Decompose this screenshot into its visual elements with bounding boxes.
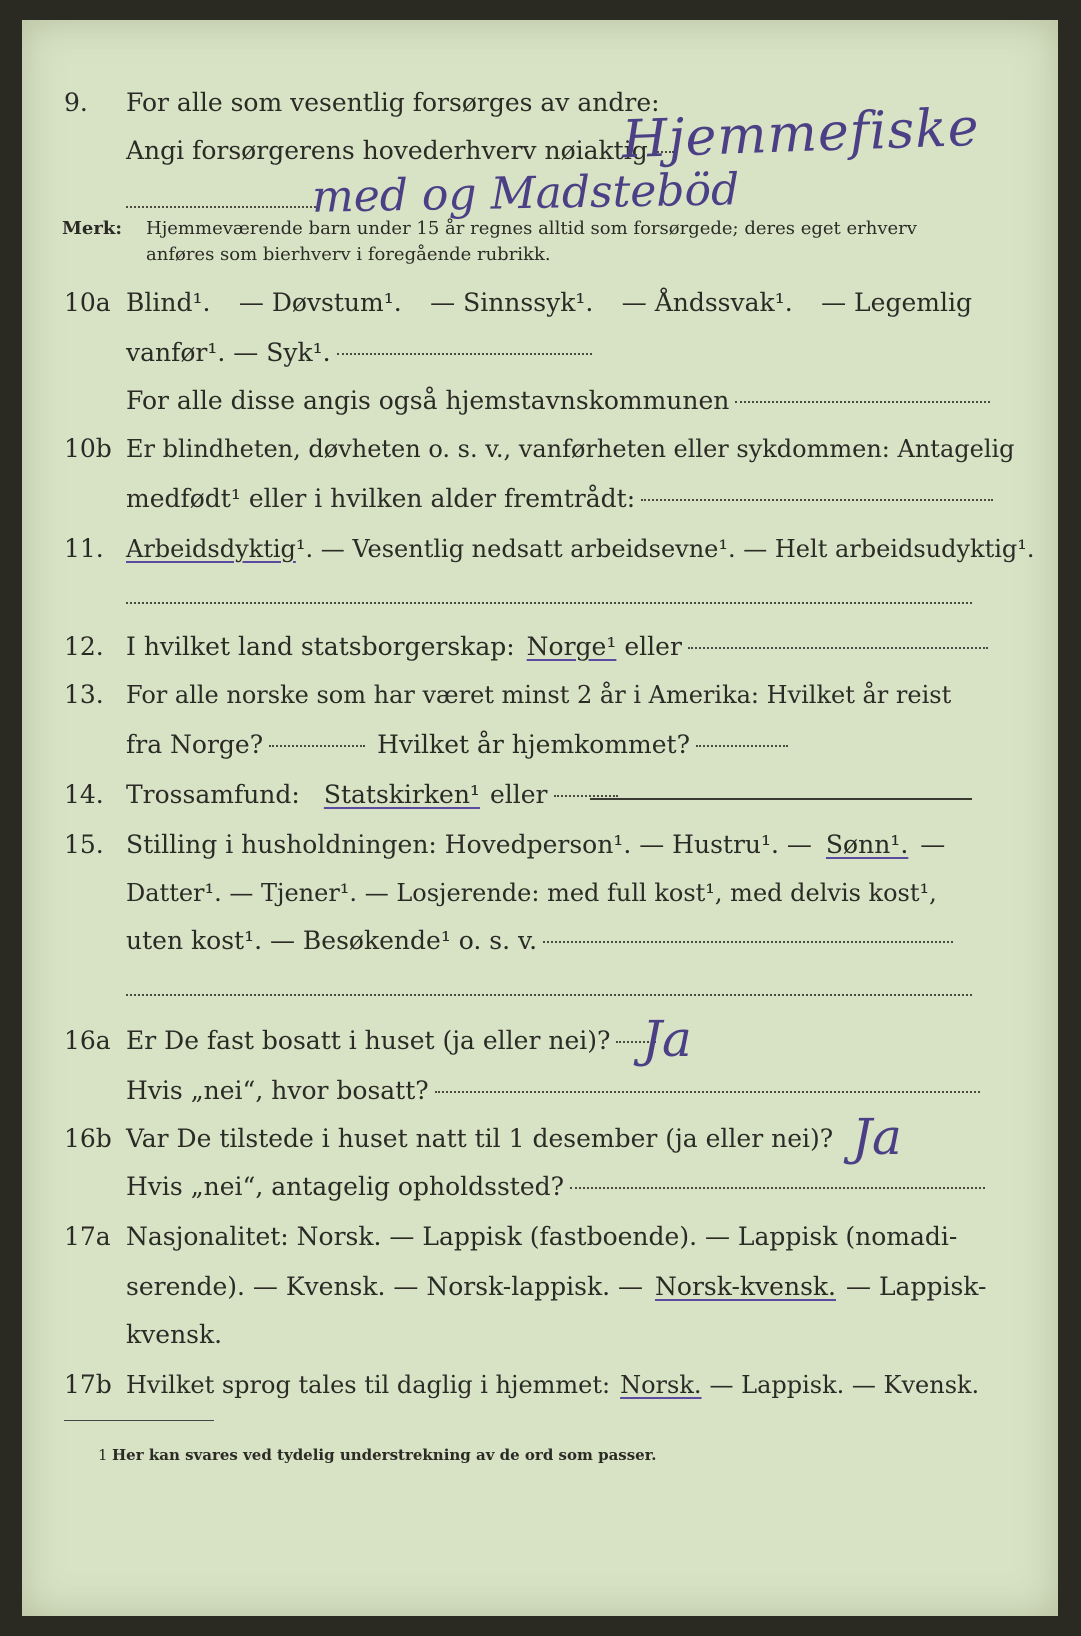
q9-handwritten-answer-1: Hjemmefiske [621, 97, 981, 171]
q9-text1: For alle som vesentlig forsørges av andre: [126, 88, 660, 117]
q17a-text1: Nasjonalitet: Norsk. — Lappisk (fastboende). — Lappisk (nomadi- [126, 1222, 958, 1251]
q17b-number: 17b [64, 1370, 112, 1399]
q13-number: 13. [64, 680, 104, 709]
q15-text1: Stilling i husholdningen: Hovedperson¹. — Hustru¹. — [126, 830, 812, 859]
q16a-fill-line-2 [435, 1090, 980, 1093]
q14-text: Trossamfund: [126, 780, 300, 809]
q15-blank-line [126, 994, 972, 996]
q12-fill-line [688, 646, 988, 649]
merk-text2: anføres som bierhverv i foregående rubrikk. [146, 244, 551, 265]
merk-label: Merk: [62, 218, 122, 239]
q14-eller: eller [489, 780, 548, 809]
q16a-handwritten-answer: Ja [642, 1010, 692, 1068]
footnote-rule [64, 1420, 214, 1421]
merk-text1: Hjemmeværende barn under 15 år regnes alltid som forsørgede; deres eget erhverv [146, 218, 917, 239]
q10b-text1: Er blindheten, døvheten o. s. v., vanførheten eller sykdommen: Antagelig [126, 435, 1015, 463]
q17b-selected-option: Norsk. [620, 1371, 702, 1399]
q12-eller: eller [624, 632, 682, 661]
q16b-handwritten-answer: Ja [852, 1108, 902, 1166]
q10a-fill-line-2 [735, 400, 990, 403]
q13-fill-line-2 [696, 744, 788, 747]
census-form-page [22, 20, 1058, 1616]
q13-text2b: Hvilket år hjemkommet? [377, 730, 691, 759]
q11-rest: ¹. — Vesentlig nedsatt arbeidsevne¹. — Helt arbeidsudyktig¹. [295, 535, 1035, 563]
q10a-number: 10a [64, 288, 111, 317]
q16a-text2: Hvis „nei“, hvor bosatt? [126, 1076, 429, 1105]
q12-number: 12. [64, 632, 104, 661]
q9-text2: Angi forsørgerens hovederhverv nøiaktig [126, 136, 648, 165]
q9-fill-line-2 [126, 206, 316, 208]
q13-text2a: fra Norge? [126, 730, 264, 759]
q10a-opt-andssvak: — Åndssvak¹. [621, 288, 793, 317]
q17a-text3: kvensk. [126, 1320, 223, 1349]
q16b-fill-line [570, 1186, 985, 1189]
q10a-opt-sinnssyk: — Sinnssyk¹. [430, 288, 594, 317]
q15-number: 15. [64, 830, 104, 859]
q17a-text2-post: — Lappisk- [846, 1272, 987, 1301]
q12-selected-option: Norge¹ [526, 632, 617, 661]
q13-fill-line-1 [269, 744, 365, 747]
q17a-selected-option: Norsk-kvensk. [655, 1272, 836, 1301]
q11-number: 11. [64, 534, 104, 563]
q16b-number: 16b [64, 1124, 112, 1153]
q10a-fill-line [337, 352, 592, 355]
q16b-text2: Hvis „nei“, antagelig opholdssted? [126, 1172, 565, 1201]
q15-selected-option: Sønn¹. [825, 830, 909, 859]
q17a-number: 17a [64, 1222, 111, 1251]
q10a-text3: For alle disse angis også hjemstavnskommunen [126, 386, 730, 415]
footnote-mark: 1 [98, 1446, 108, 1464]
q12-text: I hvilket land statsborgerskap: [126, 632, 515, 661]
q10b-fill-line [641, 498, 993, 501]
q14-solid-line [590, 798, 972, 800]
q10b-number: 10b [64, 434, 112, 463]
q14-fill-line [554, 794, 618, 797]
q16b-text1: Var De tilstede i huset natt til 1 desember (ja eller nei)? [126, 1124, 834, 1153]
q11-selected-option: Arbeidsdyktig [126, 535, 296, 563]
q10b-text2: medfødt¹ eller i hvilken alder fremtrådt: [126, 484, 636, 513]
q17a-text2: serende). — Kvensk. — Norsk-lappisk. — [126, 1272, 644, 1301]
q17b-text: Hvilket sprog tales til daglig i hjemmet: [126, 1371, 611, 1399]
q15-text2: Datter¹. — Tjener¹. — Losjerende: med full kost¹, med delvis kost¹, [126, 879, 937, 907]
q14-selected-option: Statskirken¹ [323, 780, 480, 809]
q15-text3: uten kost¹. — Besøkende¹ o. s. v. [126, 926, 538, 955]
q10a-opt-dovstum: — Døvstum¹. [238, 288, 402, 317]
q9-handwritten-answer-2: med og Madsteböd [311, 164, 740, 223]
q15-dash: — [920, 830, 946, 859]
q10a-opt-blind: Blind¹. [126, 288, 211, 317]
q11-blank-line [126, 602, 972, 604]
q14-number: 14. [64, 780, 104, 809]
q10a-text2: vanfør¹. — Syk¹. [126, 338, 331, 367]
q16a-number: 16a [64, 1026, 111, 1055]
q10a-opt-legemlig: — Legemlig [821, 288, 972, 317]
q16a-text1: Er De fast bosatt i huset (ja eller nei)? [126, 1026, 611, 1055]
q15-fill-line [543, 940, 953, 943]
footnote-text: Her kan svares ved tydelig understrekning av de ord som passer. [112, 1446, 657, 1464]
q17b-rest: — Lappisk. — Kvensk. [709, 1371, 980, 1399]
q9-number: 9. [64, 88, 88, 117]
q13-text1: For alle norske som har været minst 2 år i Amerika: Hvilket år reist [126, 681, 952, 709]
